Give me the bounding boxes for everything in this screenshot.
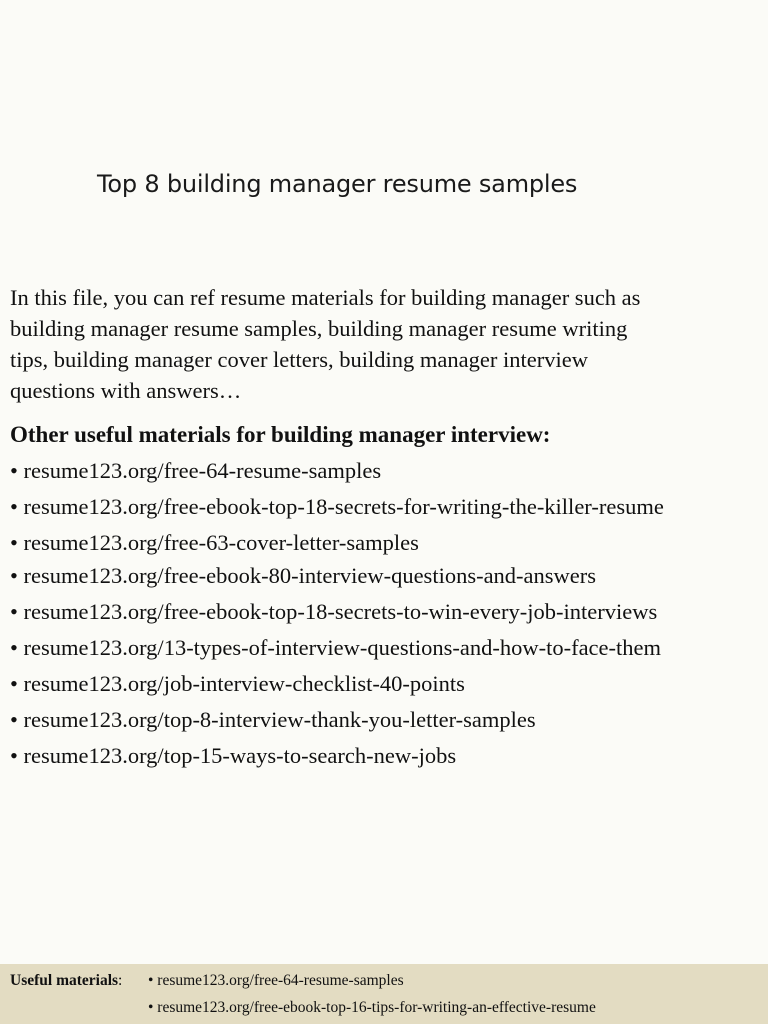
footer-label-colon: : — [118, 972, 123, 989]
materials-link-item[interactable]: • resume123.org/free-64-resume-samples — [10, 458, 382, 483]
materials-heading: Other useful materials for building manager interview: — [10, 422, 551, 447]
footer-link-item[interactable]: • resume123.org/free-ebook-top-16-tips-for-writing-an-effective-resume — [148, 999, 596, 1016]
intro-line: building manager resume samples, building manager resume writing — [10, 316, 628, 341]
materials-link-item[interactable]: • resume123.org/top-8-interview-thank-you-letter-samples — [10, 707, 536, 732]
materials-link-item[interactable]: • resume123.org/top-15-ways-to-search-new-jobs — [10, 743, 457, 768]
footer-link-item[interactable]: • resume123.org/free-64-resume-samples — [148, 972, 404, 989]
footer-label-text: Useful materials — [10, 972, 119, 989]
footer-label — [10, 972, 122, 990]
page-title: Top 8 building manager resume samples — [97, 170, 578, 198]
footer-bar — [0, 964, 768, 1024]
materials-link-item[interactable]: • resume123.org/free-ebook-80-interview-questions-and-answers — [10, 563, 597, 588]
intro-paragraph — [10, 282, 760, 406]
materials-link-item[interactable]: • resume123.org/job-interview-checklist-40-points — [10, 671, 465, 696]
materials-link-item[interactable]: • resume123.org/free-63-cover-letter-samples — [10, 530, 419, 555]
materials-link-item[interactable]: • resume123.org/free-ebook-top-18-secrets-for-writing-the-killer-resume — [10, 494, 664, 519]
intro-line: tips, building manager cover letters, building manager interview — [10, 347, 588, 372]
intro-line: questions with answers… — [10, 378, 242, 403]
intro-line: In this file, you can ref resume materials for building manager such as — [10, 285, 641, 310]
materials-link-item[interactable]: • resume123.org/13-types-of-interview-questions-and-how-to-face-them — [10, 635, 662, 660]
materials-link-item[interactable]: • resume123.org/free-ebook-top-18-secrets-to-win-every-job-interviews — [10, 599, 658, 624]
